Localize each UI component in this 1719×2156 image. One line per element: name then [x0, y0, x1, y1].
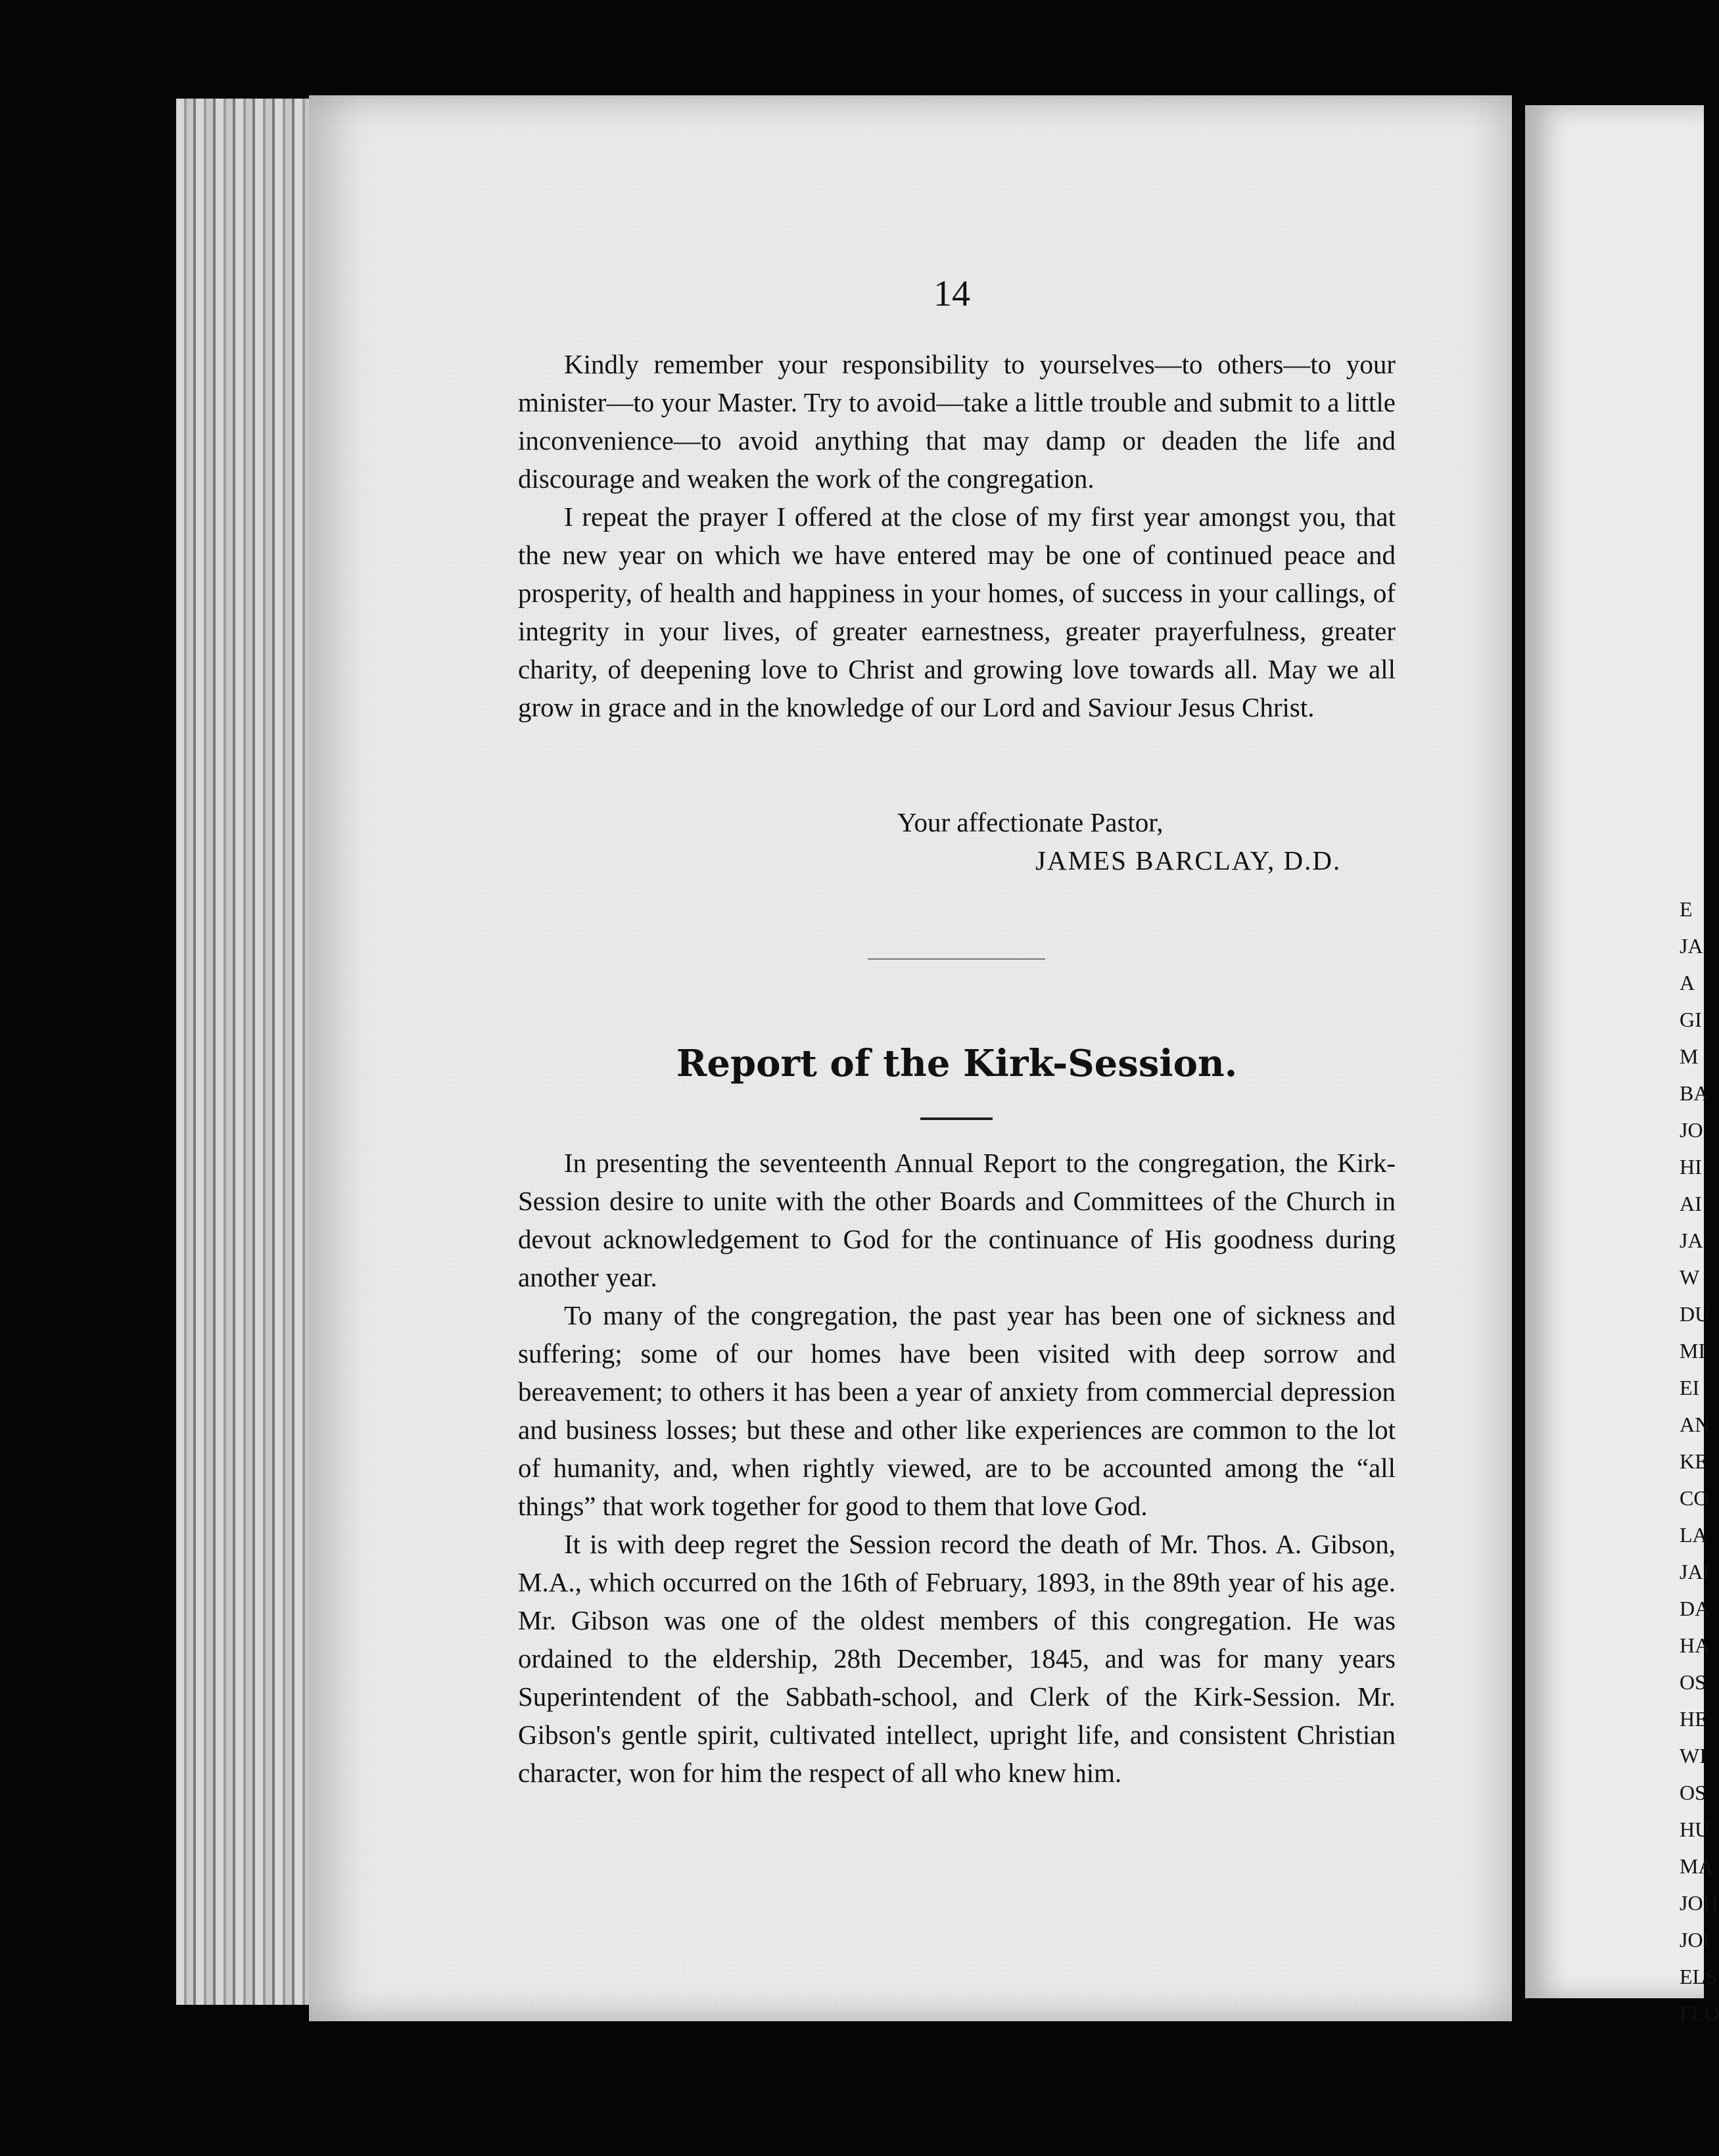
letter-body: [518, 345, 1396, 726]
facing-page-fragment: JAI: [1680, 1560, 1710, 1583]
facing-page-fragment: BA: [1680, 1081, 1709, 1105]
facing-page-fragment: JA: [1680, 1229, 1703, 1252]
report-paragraph: It is with deep regret the Session record the death of Mr. Thos. A. Gibson, M.A., which occurred on the 16th of February, 1893, in the 89th year of his age. Mr. Gibson was one of the oldest members of this congregation. He was ordained to the eldership, 28th December, 1845, and was for many years Superintendent of the Sabbath-school, and Clerk of the Kirk-Session. Mr. Gibson's gentle spirit, cultivated intellect, upright life, and consistent Christian character, won for him the respect of all who knew him.: [518, 1529, 1396, 1788]
facing-page-fragment: HU: [1680, 1817, 1710, 1841]
title-underline: [920, 1117, 993, 1120]
facing-page-fragment: M: [1680, 1044, 1699, 1068]
facing-page-fragment: DU: [1680, 1302, 1710, 1326]
letter-closing: Your affectionate Pastor,: [897, 807, 1164, 837]
facing-page-fragment: OS: [1680, 1781, 1707, 1804]
facing-page-fragment: MI: [1680, 1339, 1706, 1363]
facing-page-fragment: OS: [1680, 1670, 1707, 1694]
facing-page-fragment: WI: [1680, 1744, 1707, 1768]
report-body: [518, 1144, 1396, 1792]
facing-page-fragment: HA: [1680, 1633, 1710, 1657]
book-page-edges: [176, 99, 321, 2005]
report-paragraph: To many of the congregation, the past year has been one of sickness and suffering; some of our homes have been visited with deep sorrow and bereavement; to others it has been a year of anxiety from commercial depression and business losses; but these and other like experiences are common to the lot of humanity, and, when rightly viewed, are to be accounted among the “all things” that work together for good to them that love God.: [518, 1300, 1396, 1521]
facing-page-fragment: ELS: [1680, 1965, 1717, 1988]
facing-page-fragment: KE: [1680, 1449, 1708, 1473]
facing-page-fragment: HI: [1680, 1155, 1702, 1179]
report-paragraph: In presenting the seventeenth Annual Report to the congregation, the Kirk-Session desire to unite with the other Boards and Committees of the Church in devout acknowledgement to God for the continuance of His goodness during another year.: [518, 1148, 1396, 1292]
facing-page-fragment: MA: [1680, 1854, 1714, 1878]
letter-paragraph: Kindly remember your responsibility to yourselves—to others—to your minister—to your Master. Try to avoid—take a little trouble and submit to a little inconvenience—to avoid anything that may damp or deaden the life and discourage and weaken the work of the congregation.: [518, 349, 1396, 494]
facing-page-fragment: LA: [1680, 1523, 1708, 1547]
facing-page: [1525, 105, 1704, 1998]
facing-page-fragment: JO: [1680, 1118, 1703, 1142]
facing-page-fragment: A: [1680, 971, 1695, 995]
facing-page-fragment: CO: [1680, 1486, 1709, 1510]
facing-page-fragment: DA: [1680, 1597, 1710, 1620]
letter-paragraph: I repeat the prayer I offered at the close of my first year amongst you, that the new year on which we have entered may be one of continued peace and prosperity, of health and happiness in your homes, of success in your callings, of integrity in your lives, of greater earnestness, greater prayerfulness, greater charity, of deepening love to Christ and growing love towards all. May we all grow in grace and in the knowledge of our Lord and Saviour Jesus Christ.: [518, 502, 1396, 722]
facing-page-fragment: JOH: [1680, 1891, 1718, 1915]
facing-page-fragment: E: [1680, 897, 1693, 921]
section-title: Report of the Kirk-Session.: [676, 1042, 1238, 1085]
page-number: 14: [933, 273, 970, 314]
facing-page-fragment: W: [1680, 1265, 1700, 1289]
facing-page-fragment: EI: [1680, 1376, 1700, 1399]
facing-page-fragment: AN: [1680, 1413, 1710, 1436]
facing-page-fragment: FLO: [1680, 2002, 1719, 2025]
facing-page-fragment: JA: [1680, 934, 1703, 958]
section-divider: [868, 958, 1045, 960]
letter-signature: JAMES BARCLAY, D.D.: [1035, 845, 1342, 876]
facing-page-fragment: AI: [1680, 1192, 1702, 1215]
facing-page-fragment: HE: [1680, 1707, 1708, 1731]
facing-page-fragment: JOI: [1680, 1928, 1710, 1952]
facing-page-fragment: GI: [1680, 1008, 1702, 1031]
